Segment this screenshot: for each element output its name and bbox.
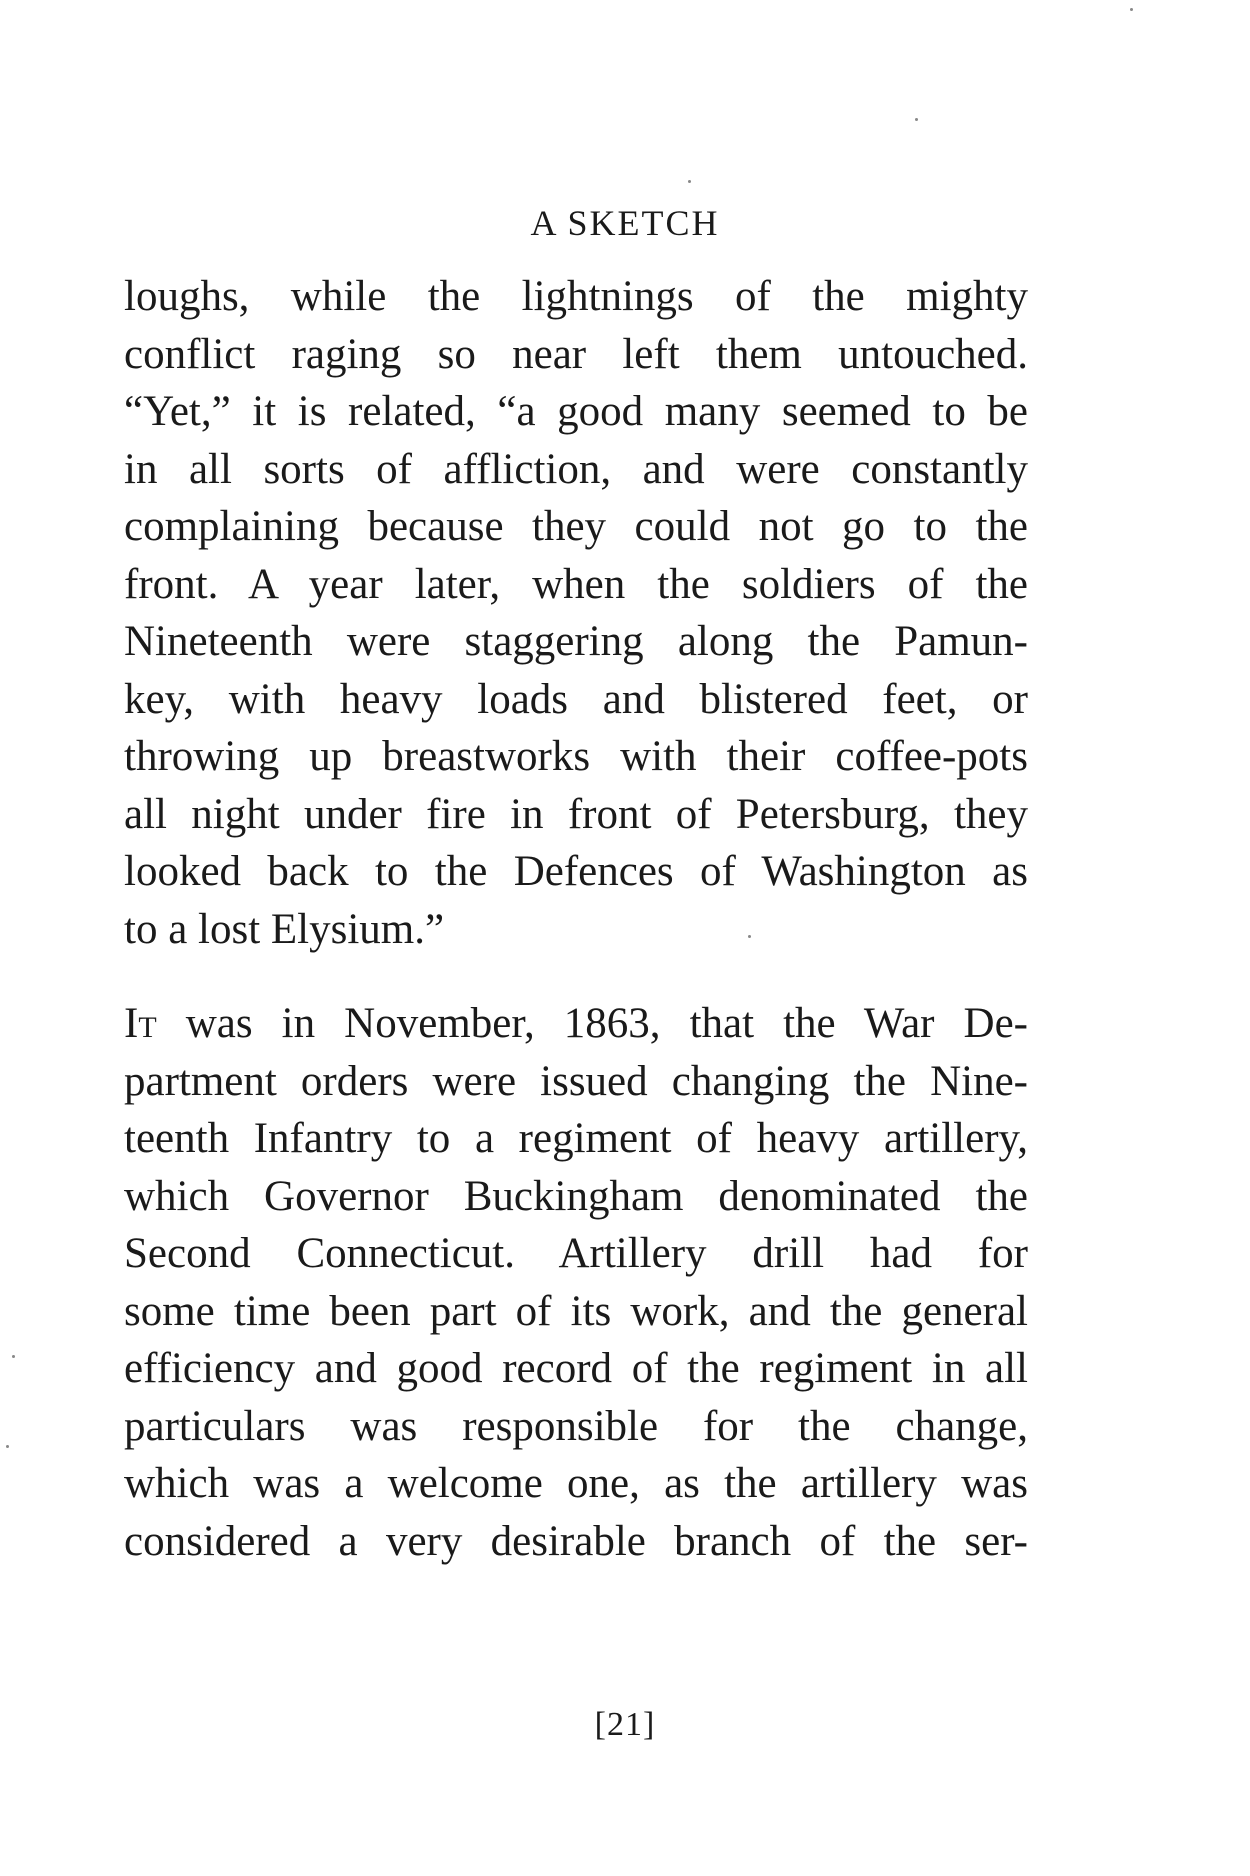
text-line: to a lost Elysium.”: [124, 905, 445, 953]
text-line: efficiency and good record of the regiment in all: [124, 1345, 1028, 1392]
text-line: partment orders were issued changing the Nine-: [124, 1057, 1028, 1105]
text-line: key, with heavy loads and blistered feet, or: [124, 675, 1028, 723]
paragraph-1: [124, 268, 1028, 958]
text-line: in all sorts of affliction, and were constantly: [124, 445, 1028, 493]
text-line: teenth Infantry to a regiment of heavy artillery,: [124, 1115, 1028, 1162]
text-line: looked back to the Defences of Washington as: [124, 848, 1028, 895]
text-line: loughs, while the lightnings of the mighty: [124, 273, 1028, 320]
text-line: considered a very desirable branch of the ser-: [124, 1517, 1028, 1565]
text-line: conflict raging so near left them untouched.: [124, 330, 1028, 378]
scan-speck: [915, 118, 918, 121]
page-number: [21]: [594, 1706, 656, 1743]
text-line: which was a welcome one, as the artillery was: [124, 1460, 1028, 1507]
text-line: all night under fire in front of Petersburg, they: [124, 790, 1028, 838]
text-line: which Governor Buckingham denominated the: [124, 1172, 1028, 1220]
scan-speck: [6, 1445, 9, 1448]
scan-speck: [748, 935, 751, 938]
scan-speck: [1130, 8, 1133, 11]
scan-speck: [12, 1355, 15, 1358]
running-head: A SKETCH: [530, 203, 720, 243]
paragraph-2: [124, 995, 1028, 1570]
text-line: “Yet,” it is related, “a good many seemed to be: [124, 388, 1028, 435]
text-line: Nineteenth were staggering along the Pamun-: [124, 618, 1028, 665]
text-line: throwing up breastworks with their coffee-pots: [124, 733, 1028, 780]
text-line: some time been part of its work, and the general: [124, 1287, 1028, 1335]
text-line: front. A year later, when the soldiers of the: [124, 560, 1028, 608]
scan-speck: [688, 180, 691, 183]
text-line: Second Connecticut. Artillery drill had for: [124, 1230, 1028, 1277]
text-line: complaining because they could not go to the: [124, 503, 1028, 550]
paragraph-initial: It: [124, 1000, 157, 1047]
text-line: particulars was responsible for the change,: [124, 1402, 1028, 1450]
text-line-first: [124, 995, 1028, 1053]
first-line-text: was in November, 1863, that the War De-: [156, 1000, 1028, 1047]
